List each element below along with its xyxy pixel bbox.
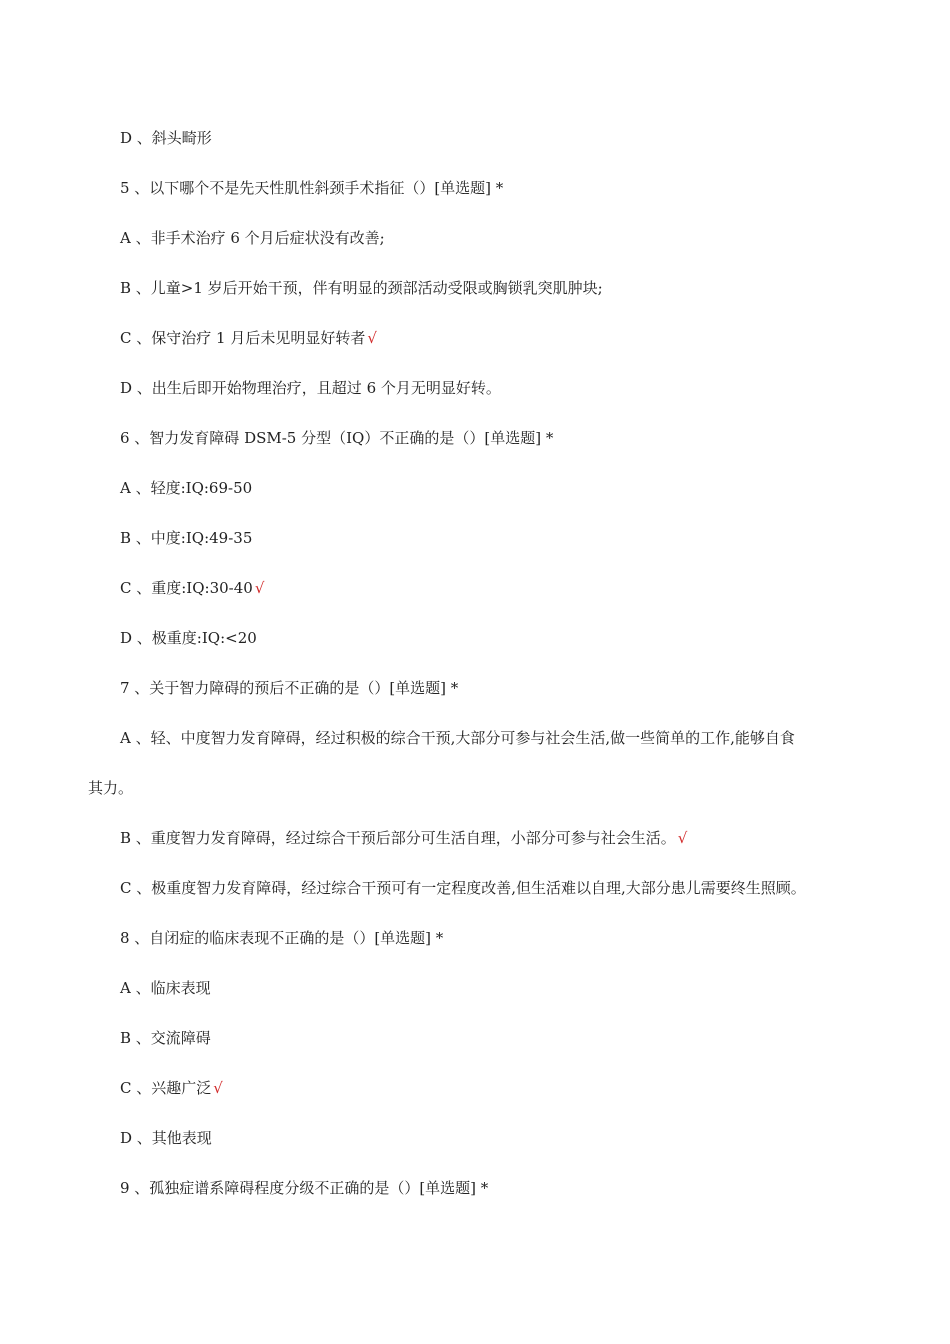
correct-check-mark: √ (213, 1079, 223, 1097)
option-d-q8: D 、其他表现 (120, 1129, 212, 1147)
option-a-q5: A 、非手术治疗 6 个月后症状没有改善; (120, 229, 385, 247)
option-d-q6: D 、极重度:IQ:<20 (120, 629, 257, 647)
option-c-q8: C 、兴趣广泛 √ (120, 1079, 223, 1097)
correct-check-mark: √ (254, 579, 265, 597)
option-d-q5: D 、出生后即开始物理治疗，且超过 6 个月无明显好转。 (120, 379, 501, 397)
option-b-q6: B 、中度:IQ:49-35 (120, 529, 253, 547)
option-a-q7: A 、轻、中度智力发育障碍，经过积极的综合干预,大部分可参与社会生活,做一些简单的工作,能够自食 (120, 729, 795, 747)
option-c-q5: C 、保守治疗 1 月后未见明显好转者 √ (120, 329, 377, 347)
option-b-q7: B 、重度智力发育障碍，经过综合干预后部分可生活自理，小部分可参与社会生活。 √ (120, 829, 688, 847)
option-a-q6: A 、轻度:IQ:69-50 (120, 479, 253, 497)
option-c-q7: C 、极重度智力发育障碍，经过综合干预可有一定程度改善,但生活难以自理,大部分患儿需要终生照顾。 (120, 879, 806, 897)
question-8: 8 、自闭症的临床表现不正确的是（）[单选题] * (120, 929, 444, 947)
option-b-q5: B 、儿童>1 岁后开始干预，伴有明显的颈部活动受限或胸锁乳突肌肿块; (120, 279, 603, 297)
correct-check-mark: √ (677, 829, 688, 847)
option-c-q6: C 、重度:IQ:30-40 √ (120, 579, 265, 597)
question-6: 6 、智力发育障碍 DSM-5 分型（IQ）不正确的是（）[单选题] * (120, 429, 554, 447)
question-9: 9 、孤独症谱系障碍程度分级不正确的是（）[单选题] * (120, 1179, 489, 1197)
option-a-q8: A 、临床表现 (120, 979, 211, 997)
option-d-q4: D 、斜头畸形 (120, 129, 212, 147)
option-b-q8: B 、交流障碍 (120, 1029, 211, 1047)
question-5: 5 、以下哪个不是先天性肌性斜颈手术指征（）[单选题] * (120, 179, 504, 197)
question-7: 7 、关于智力障碍的预后不正确的是（）[单选题] * (120, 679, 459, 697)
option-a-q7-continued: 其力。 (88, 779, 134, 797)
correct-check-mark: √ (367, 329, 377, 347)
